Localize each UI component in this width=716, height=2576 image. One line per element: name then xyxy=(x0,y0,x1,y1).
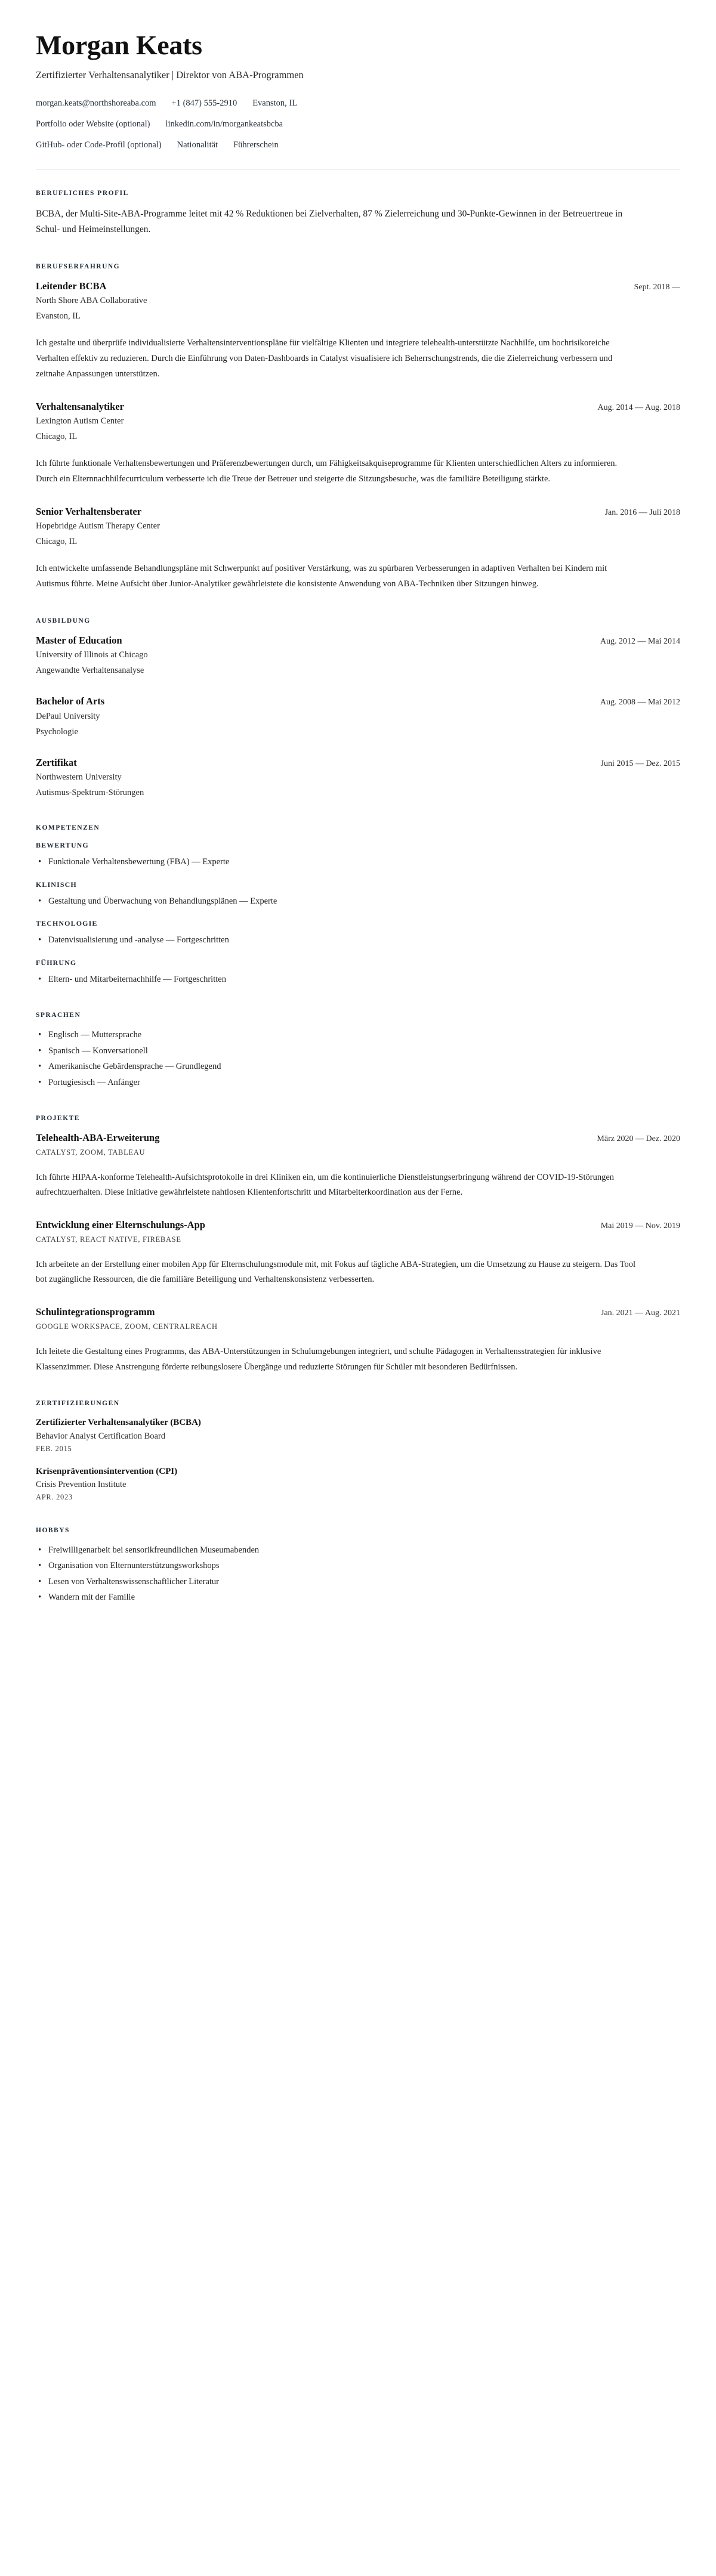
degree-title: Zertifikat xyxy=(36,756,77,768)
skill-list xyxy=(36,933,680,947)
certification-issuer: Crisis Prevention Institute xyxy=(36,1479,126,1489)
linkedin-link-text[interactable]: linkedin.com/in/morgankeatsbcba xyxy=(165,119,283,129)
project-description: Ich leitete die Gestaltung eines Programms, das ABA-Unterstützungen in Schulumgebungen integriert, und schulte Pädagogen in Verhaltensstrategien für inklusive Klassenzimmer. Diese Anstrengung förderte reibungslosere Übergänge und reduzierte Störungen für Schüler mit besonderen Bedürfnissen. xyxy=(36,1346,601,1372)
project-entry-header xyxy=(36,1131,680,1144)
list-item: • Englisch — Muttersprache xyxy=(36,1028,680,1042)
job-description: Ich gestalte und überprüfe individualisierte Verhaltensinterventionspläne für vielfältige Klienten und integriere telehealth-unterstützte Nachhilfe, um hochrisikoreiche Verhalten effektiv zu reduzieren. Durch die Einführung von Daten-Dashboards in Catalyst visualisiere ich Beherrschungstrends, die die Zielerreichung verbessern und zeitnahe Anpassungen unterstützen. xyxy=(36,338,613,379)
contact-row-primary xyxy=(36,97,680,110)
project-description: Ich arbeitete an der Erstellung einer mobilen App für Elternschulungsmodule mit, mit Fokus auf tägliche ABA-Strategien, um die Umsetzung zu Hause zu steigern. Das Tool bot zugängliche Ressourcen, die die familiäre Beteiligung und Verhaltenskonsistenz verbesserten. xyxy=(36,1259,636,1285)
degree-title: Bachelor of Arts xyxy=(36,695,105,707)
project-date-range: März 2020 — Dez. 2020 xyxy=(597,1134,680,1144)
job-title: Verhaltensanalytiker xyxy=(36,400,124,412)
degree-date-range: Juni 2015 — Dez. 2015 xyxy=(600,759,680,768)
email-text[interactable]: morgan.keats@northshoreaba.com xyxy=(36,98,156,109)
job-description: Ich entwickelte umfassende Behandlungspläne mit Schwerpunkt auf positiver Verstärkung, was zu spürbaren Verbesserungen in adaptiven Verhalten bei Kindern mit Autismus führte. Meine Aufsicht über Junior-Analytiker gewährleistete die konsistente Anwendung von ABA-Techniken über Sitzungen hinweg. xyxy=(36,564,607,589)
phone-text[interactable]: +1 (847) 555-2910 xyxy=(171,98,237,109)
page-title: Morgan Keats xyxy=(36,30,202,60)
section-projects xyxy=(36,1115,680,1375)
skill-group xyxy=(36,919,680,947)
school-name: Northwestern University xyxy=(36,772,122,783)
certification-date: APR. 2023 xyxy=(36,1492,73,1501)
project-tools: GOOGLE WORKSPACE, ZOOM, CENTRALREACH xyxy=(36,1322,218,1331)
section-education xyxy=(36,617,680,799)
job-organization: North Shore ABA Collaborative xyxy=(36,296,147,306)
education-entry-header xyxy=(36,695,680,707)
section-experience xyxy=(36,263,680,592)
education-entry-header xyxy=(36,634,680,647)
skill-list xyxy=(36,855,680,869)
certification-date: FEB. 2015 xyxy=(36,1444,72,1453)
skill-group xyxy=(36,880,680,908)
project-entry xyxy=(36,1131,680,1201)
hobby-list xyxy=(36,1544,680,1605)
skill-group xyxy=(36,841,680,869)
list-item: • Spanisch — Konversationell xyxy=(36,1044,680,1058)
list-item: • Gestaltung und Überwachung von Behandlungsplänen — Experte xyxy=(36,895,680,908)
section-title-languages: SPRACHEN xyxy=(36,1012,81,1019)
contact-row-optional xyxy=(36,139,680,152)
nationality-placeholder-text[interactable]: Nationalität xyxy=(177,140,218,150)
profile-summary-text: BCBA, der Multi-Site-ABA-Programme leitet mit 42 % Reduktionen bei Zielverhalten, 87 % Zielerreichung und 30-Punkte-Gewinnen in der Betreuertreue in Schul- und Heimeinstellungen. xyxy=(36,208,623,235)
section-hobbies xyxy=(36,1527,680,1605)
job-date-range: Aug. 2014 — Aug. 2018 xyxy=(597,403,680,412)
skill-group-title: FÜHRUNG xyxy=(36,958,77,967)
certification-entry xyxy=(36,1417,680,1453)
skill-group-title: BEWERTUNG xyxy=(36,841,89,850)
section-skills xyxy=(36,824,680,987)
school-name: DePaul University xyxy=(36,711,100,721)
section-title-profile: BERUFLICHES PROFIL xyxy=(36,189,129,197)
degree-title: Master of Education xyxy=(36,634,122,646)
job-location: Chicago, IL xyxy=(36,537,78,547)
skill-list xyxy=(36,895,680,908)
section-title-skills: KOMPETENZEN xyxy=(36,824,100,832)
list-item: • Amerikanische Gebärdensprache — Grundlegend xyxy=(36,1060,680,1074)
professional-headline: Zertifizierter Verhaltensanalytiker | Direktor von ABA-Programmen xyxy=(36,69,304,81)
project-tools: CATALYST, ZOOM, TABLEAU xyxy=(36,1148,146,1156)
section-title-hobbies: HOBBYS xyxy=(36,1526,70,1534)
list-item: • Funktionale Verhaltensbewertung (FBA) — Experte xyxy=(36,855,680,869)
section-professional-profile xyxy=(36,190,680,238)
job-organization: Lexington Autism Center xyxy=(36,416,124,426)
skill-list xyxy=(36,973,680,987)
job-organization: Hopebridge Autism Therapy Center xyxy=(36,521,160,531)
education-entry xyxy=(36,634,680,677)
experience-entry xyxy=(36,280,680,382)
degree-date-range: Aug. 2012 — Mai 2014 xyxy=(600,636,680,646)
school-name: University of Illinois at Chicago xyxy=(36,650,148,660)
job-date-range: Sept. 2018 — xyxy=(634,282,680,292)
driving-license-placeholder-text[interactable]: Führerschein xyxy=(233,140,279,150)
section-title-certifications: ZERTIFIZIERUNGEN xyxy=(36,1400,120,1408)
list-item: • Eltern- und Mitarbeiternachhilfe — Fortgeschritten xyxy=(36,973,680,987)
certification-name: Krisenpräventionsintervention (CPI) xyxy=(36,1466,178,1476)
project-entry-header xyxy=(36,1306,680,1318)
skill-group-title: KLINISCH xyxy=(36,880,77,889)
job-date-range: Jan. 2016 — Juli 2018 xyxy=(604,508,680,517)
location-text: Evanston, IL xyxy=(252,98,298,109)
project-title: Entwicklung einer Elternschulungs-App xyxy=(36,1219,205,1231)
job-description: Ich führte funktionale Verhaltensbewertungen und Präferenzbewertungen durch, um Fähigkeitsakquiseprogramme für Klienten unterschiedlichen Alters zu informieren. Durch ein Elternnachhilfecurriculum verbesserte ich die Treue der Betreuer und steigerte die Sitzungsbesuche, was die familiäre Beteiligung stärkte. xyxy=(36,459,618,484)
project-tools: CATALYST, REACT NATIVE, FIREBASE xyxy=(36,1235,181,1244)
list-item: • Lesen von Verhaltenswissenschaftlicher Literatur xyxy=(36,1575,680,1589)
field-of-study: Autismus-Spektrum-Störungen xyxy=(36,788,144,798)
field-of-study: Psychologie xyxy=(36,726,78,737)
education-entry xyxy=(36,756,680,799)
list-item: • Organisation von Elternunterstützungsworkshops xyxy=(36,1559,680,1573)
job-title: Leitender BCBA xyxy=(36,280,107,292)
experience-entry-header xyxy=(36,280,680,292)
degree-date-range: Aug. 2008 — Mai 2012 xyxy=(600,698,680,707)
job-location: Evanston, IL xyxy=(36,311,81,321)
project-date-range: Jan. 2021 — Aug. 2021 xyxy=(601,1309,680,1318)
skill-group-title: TECHNOLOGIE xyxy=(36,919,98,928)
project-entry xyxy=(36,1219,680,1288)
certification-entry xyxy=(36,1465,680,1502)
certification-issuer: Behavior Analyst Certification Board xyxy=(36,1431,166,1441)
section-certifications xyxy=(36,1400,680,1502)
section-title-projects: PROJEKTE xyxy=(36,1115,80,1122)
job-title: Senior Verhaltensberater xyxy=(36,505,142,517)
resume-header xyxy=(36,31,680,169)
section-languages xyxy=(36,1012,680,1090)
education-entry xyxy=(36,695,680,738)
list-item: • Freiwilligenarbeit bei sensorikfreundlichen Museumabenden xyxy=(36,1544,680,1557)
contact-row-links xyxy=(36,118,680,131)
certification-name: Zertifizierter Verhaltensanalytiker (BCBA) xyxy=(36,1418,201,1428)
experience-entry-header xyxy=(36,505,680,518)
language-list xyxy=(36,1028,680,1090)
skill-group xyxy=(36,958,680,987)
portfolio-placeholder-text[interactable]: Portfolio oder Website (optional) xyxy=(36,119,150,129)
project-title: Schulintegrationsprogramm xyxy=(36,1306,155,1318)
list-item: • Portugiesisch — Anfänger xyxy=(36,1076,680,1090)
job-location: Chicago, IL xyxy=(36,432,78,442)
section-title-education: AUSBILDUNG xyxy=(36,617,91,624)
experience-entry xyxy=(36,505,680,592)
project-entry xyxy=(36,1306,680,1375)
project-title: Telehealth-ABA-Erweiterung xyxy=(36,1132,160,1144)
project-entry-header xyxy=(36,1219,680,1231)
github-placeholder-text[interactable]: GitHub- oder Code-Profil (optional) xyxy=(36,140,162,150)
list-item: • Datenvisualisierung und -analyse — Fortgeschritten xyxy=(36,933,680,947)
list-item: • Wandern mit der Familie xyxy=(36,1591,680,1604)
section-title-experience: BERUFSERFAHRUNG xyxy=(36,262,121,270)
project-description: Ich führte HIPAA-konforme Telehealth-Aufsichtsprotokolle in drei Kliniken ein, um die kontinuierliche Dienstleistungserbringung während der COVID-19-Störungen aufrechtzuerhalten. Diese Initiative gewährleistete nahtlosen Klientenfortschritt und Mitarbeiterkoordination aus der Ferne. xyxy=(36,1172,615,1198)
experience-entry xyxy=(36,400,680,487)
field-of-study: Angewandte Verhaltensanalyse xyxy=(36,666,144,676)
project-date-range: Mai 2019 — Nov. 2019 xyxy=(600,1221,680,1231)
experience-entry-header xyxy=(36,400,680,413)
education-entry-header xyxy=(36,756,680,769)
